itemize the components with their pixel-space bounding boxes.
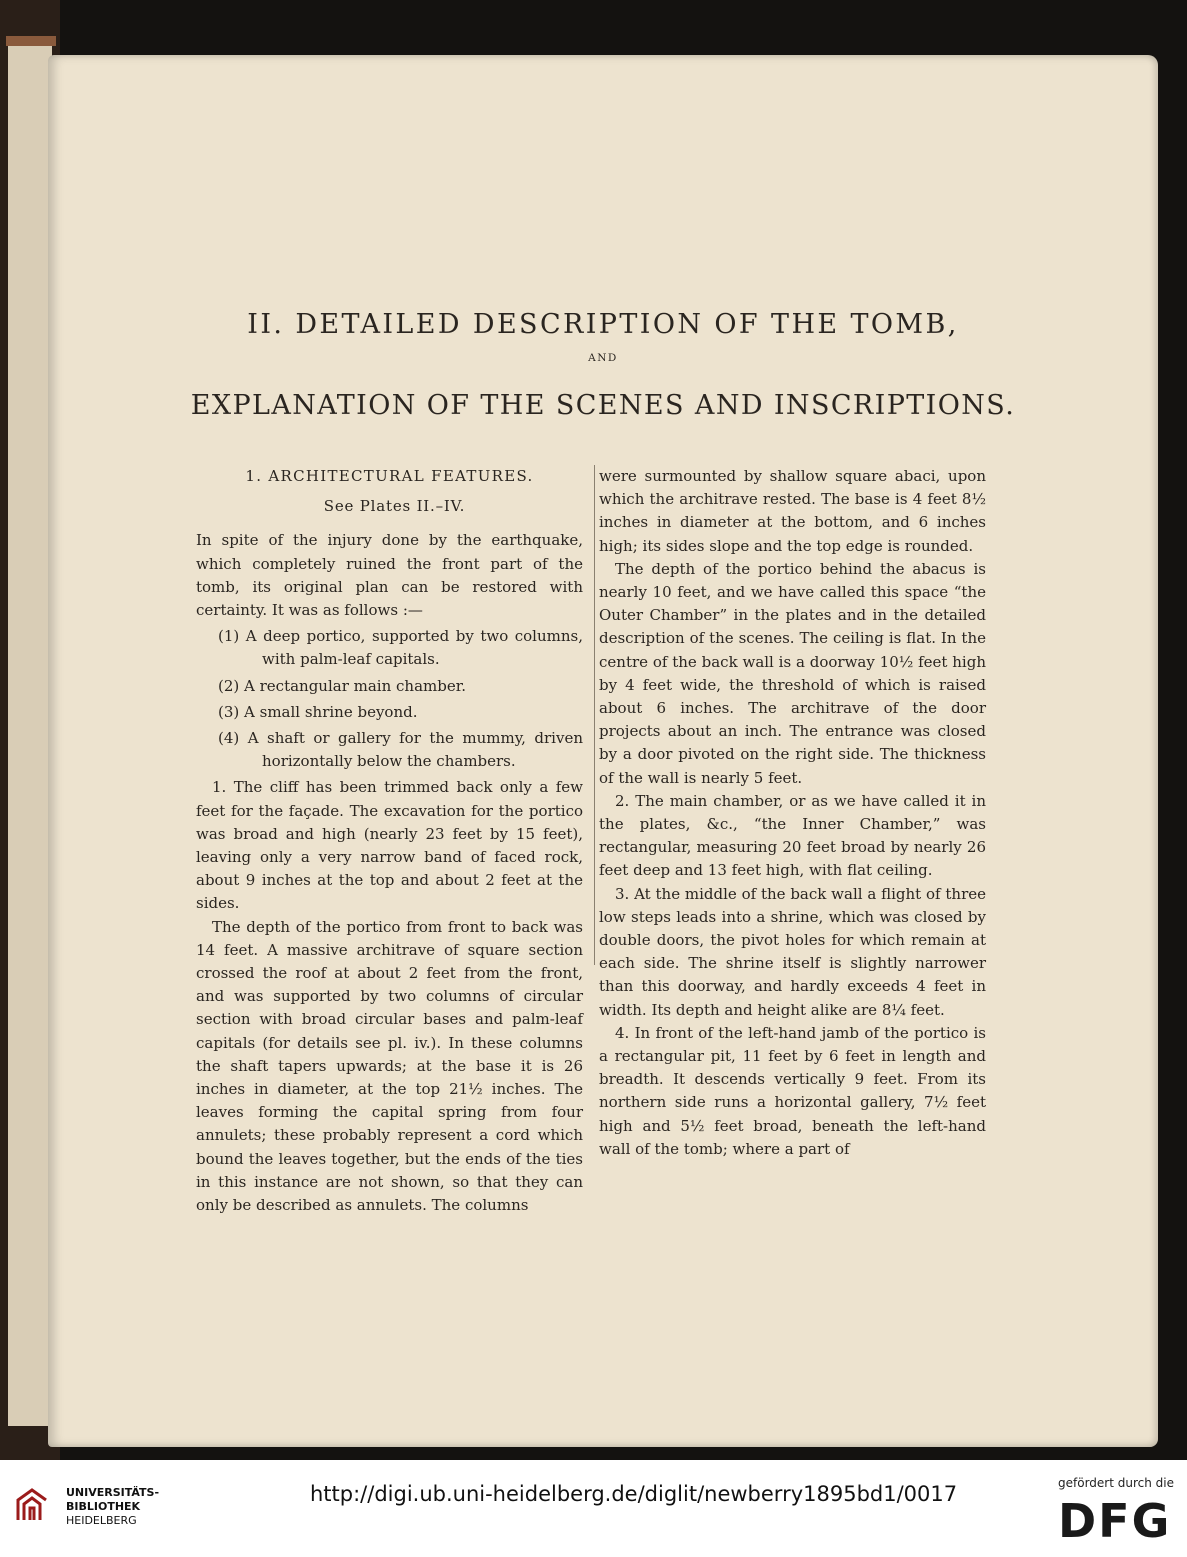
paragraph: 2. The main chamber, or as we have called it in the plates, &c., “the Inner Chamber,” was rectangular, measuring 20 feet broad by nearly 26 feet deep and 13 feet high, with flat ceiling. — [599, 791, 986, 880]
section-subtitle: See Plates II.–IV. — [323, 497, 466, 516]
list-item: (4) A shaft or gallery for the mummy, driven horizontally below the chambers. — [218, 729, 583, 771]
column-divider — [594, 465, 595, 965]
paragraph: were surmounted by shallow square abaci, upon which the architrave rested. The base is 4 feet 8½ inches in diameter at the bottom, and 6 inches high; its sides slope and the top edge is rounded. — [599, 467, 986, 555]
list-item: (3) A small shrine beyond. — [218, 702, 418, 721]
library-logo-icon — [12, 1486, 52, 1526]
library-name-line-3: HEIDELBERG — [66, 1514, 137, 1527]
paragraph: 3. At the middle of the back wall a flight of three low steps leads into a shrine, which was closed by double doors, the pivot holes for which remain at each side. The shrine itself is slightly narrower than this doorway, and hardly exceeds 4 feet in width. Its depth and height alike are 8¼ feet. — [599, 884, 986, 1019]
cover-board — [8, 46, 52, 1426]
library-name-line-2: BIBLIOTHEK — [66, 1500, 141, 1513]
title-line-2: EXPLANATION OF THE SCENES AND INSCRIPTIONS. — [190, 390, 1016, 421]
paragraph: 4. In front of the left-hand jamb of the portico is a rectangular pit, 11 feet by 6 feet in length and breadth. It descends vertically 9 feet. From its northern side runs a horizontal gallery, 7½ feet high and 5½ feet broad, beneath the left-hand wall of the tomb; where a part of — [599, 1023, 986, 1158]
list-item: (1) A deep portico, supported by two columns, with palm-leaf capitals. — [218, 627, 583, 669]
cover-edge — [6, 36, 56, 46]
paragraph: The depth of the portico behind the abacus is nearly 10 feet, and we have called this space “the Outer Chamber” in the plates and in the detailed description of the scenes. The ceiling is flat. In the centre of the back wall is a doorway 10½ feet high by 4 feet wide, the threshold of which is raised about 6 inches. The architrave of the door projects about an inch. The entrance was closed by a door pivoted on the right side. The thickness of the wall is nearly 5 feet. — [599, 559, 986, 787]
funded-by-label: gefördert durch die — [1058, 1476, 1174, 1490]
dfg-logo: DFG — [1058, 1494, 1172, 1548]
intro-paragraph: In spite of the injury done by the earthquake, which completely ruined the front part of the tomb, its original plan can be restored with certainty. It was as follows :— — [196, 531, 583, 620]
left-column — [196, 465, 583, 1217]
title-and: AND — [588, 352, 618, 364]
right-column — [599, 465, 986, 1161]
page-url-link[interactable]: http://digi.ub.uni-heidelberg.de/diglit/newberry1895bd1/0017 — [310, 1482, 958, 1506]
section-title: 1. ARCHITECTURAL FEATURES. — [245, 467, 534, 485]
paragraph: 1. The cliff has been trimmed back only a few feet for the façade. The excavation for the portico was broad and high (nearly 23 feet by 15 feet), leaving only a very narrow band of faced rock, about 9 inches at the top and about 2 feet at the sides. — [196, 778, 583, 913]
book-page — [48, 55, 1158, 1447]
list-item: (2) A rectangular main chamber. — [218, 676, 467, 695]
paragraph: The depth of the portico from front to back was 14 feet. A massive architrave of square section crossed the roof at about 2 feet from the front, and was supported by two columns of circular section with broad circular bases and palm-leaf capitals (for details see pl. iv.). In these columns the shaft tapers upwards; at the base it is 26 inches in diameter, at the top 21½ inches. The leaves forming the capital spring from four annulets; these probably represent a cord which bound the leaves together, but the ends of the ties in this instance are not shown, so that they can only be described as annulets. The columns — [196, 917, 583, 1215]
footer-bar — [0, 1460, 1187, 1557]
library-name-line-1: UNIVERSITÄTS- — [66, 1486, 160, 1499]
title-line-1: II. DETAILED DESCRIPTION OF THE TOMB, — [247, 309, 959, 340]
